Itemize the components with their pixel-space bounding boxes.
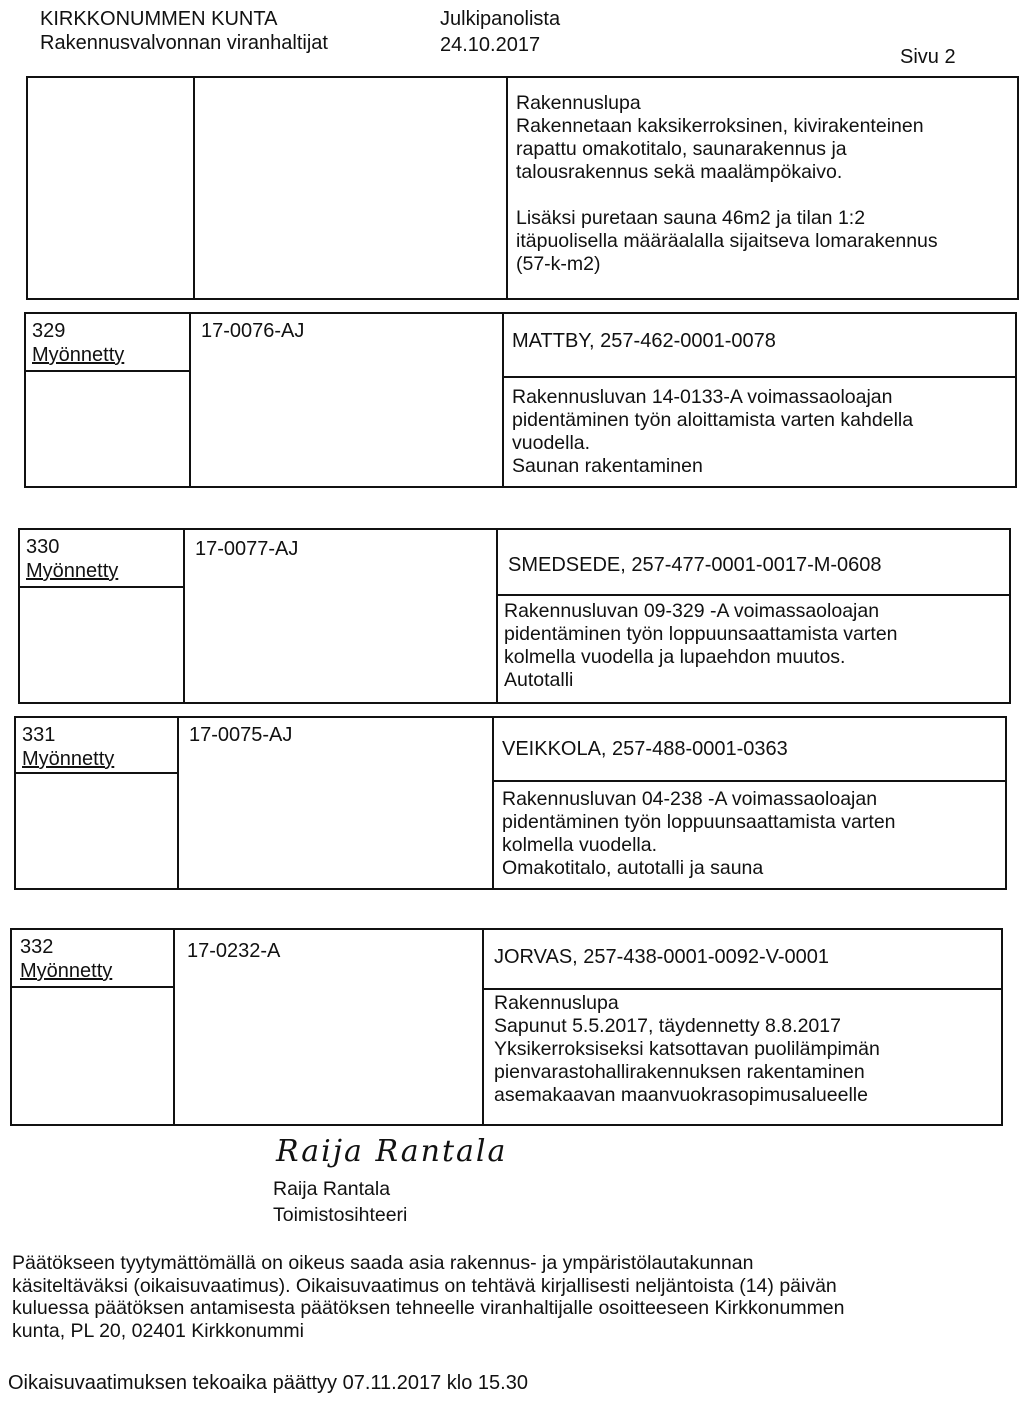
signer-name: Raija Rantala [273, 1178, 391, 1200]
property-id: JORVAS, 257-438-0001-0092-V-0001 [494, 946, 830, 968]
signer-title: Toimistosihteeri [273, 1204, 408, 1226]
entry-status: Myönnetty [22, 748, 115, 770]
entry-status: Myönnetty [32, 344, 125, 366]
entry-number: 330 [26, 536, 60, 558]
appeal-deadline: Oikaisuvaatimuksen tekoaika päättyy 07.11.2017 klo 15.30 [8, 1372, 528, 1394]
entry-description: Rakennusluvan 04-238 -A voimassaoloajan pidentäminen työn loppuunsaattamista varten kolmella vuodella. Omakotitalo, autotalli ja sauna [502, 788, 896, 879]
case-id: 17-0075-AJ [189, 724, 293, 746]
entry-description: Rakennuslupa Rakennetaan kaksikerroksinen, kivirakenteinen rapattu omakotitalo, saunarakennus ja talousrakennus sekä maalämpökaivo. Lisäksi puretaan sauna 46m2 ja tilan 1:2 itäpuolisella määräalalla sijaitseva lomarakennus (57-k-m2) [516, 92, 938, 275]
entry-status: Myönnetty [20, 960, 113, 982]
document-date: 24.10.2017 [440, 34, 541, 56]
table-row [14, 716, 1007, 890]
property-id: MATTBY, 257-462-0001-0078 [512, 330, 776, 352]
property-id: SMEDSEDE, 257-477-0001-0017-M-0608 [508, 554, 882, 576]
entry-description: Rakennuslupa Sapunut 5.5.2017, täydennetty 8.8.2017 Yksikerroksiseksi katsottavan puolilämpimän pienvarastohallirakennuksen rakentaminen asemakaavan maanvuokrasopimusalueelle [494, 992, 880, 1106]
table-row [10, 928, 1003, 1126]
entry-description: Rakennusluvan 09-329 -A voimassaoloajan pidentäminen työn loppuunsaattamista varten kolmella vuodella ja lupaehdon muutos. Autotalli [504, 600, 898, 691]
page-number: Sivu 2 [900, 46, 956, 68]
entry-number: 331 [22, 724, 56, 746]
case-id: 17-0076-AJ [201, 320, 305, 342]
table-row [26, 76, 1019, 300]
handwritten-signature: Raija Rantala [276, 1134, 508, 1169]
entry-number: 329 [32, 320, 66, 342]
table-row [24, 312, 1017, 488]
table-row [18, 528, 1011, 704]
organization-name: KIRKKONUMMEN KUNTA [40, 8, 278, 30]
case-id: 17-0077-AJ [195, 538, 299, 560]
entry-description: Rakennusluvan 14-0133-A voimassaoloajan pidentäminen työn aloittamista varten kahdella vuodella. Saunan rakentaminen [512, 386, 914, 477]
unit-name: Rakennusvalvonnan viranhaltijat [40, 32, 328, 54]
appeal-instructions: Päätökseen tyytymättömällä on oikeus saada asia rakennus- ja ympäristölautakunnan käsiteltäväksi (oikaisuvaatimus). Oikaisuvaatimus on tehtävä kirjallisesti neljäntoista (14) päivän kuluessa päätöksen antamisesta päätöksen tehneelle viranhaltijalle osoitteeseen Kirkkonummen kunta, PL 20, 02401 Kirkkonummi [12, 1252, 845, 1342]
entry-number: 332 [20, 936, 54, 958]
entry-status: Myönnetty [26, 560, 119, 582]
case-id: 17-0232-A [187, 940, 281, 962]
property-id: VEIKKOLA, 257-488-0001-0363 [502, 738, 788, 760]
document-type: Julkipanolista [440, 8, 561, 30]
